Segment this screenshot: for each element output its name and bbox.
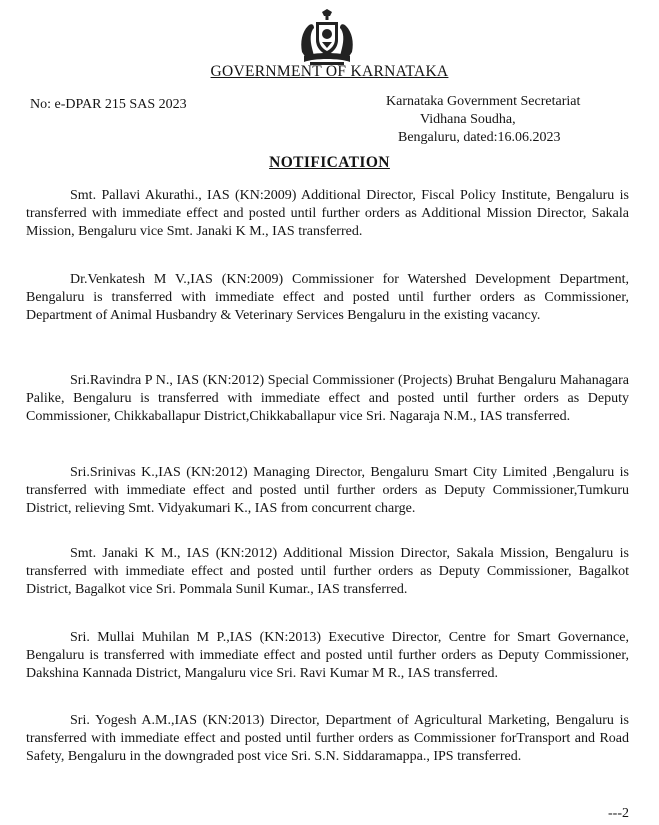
- transfer-paragraph: Sri.Ravindra P N., IAS (KN:2012) Special Commissioner (Projects) Bruhat Bengaluru Mahanagara Palike, Bengaluru is transferred with immediate effect and posted until further orders as Deputy Commissioner, Chikkaballapur District,Chikkaballapur vice Sri. Nagaraja N.M., IAS transferred.: [26, 373, 629, 425]
- address-line-1: Karnataka Government Secretariat: [386, 94, 581, 109]
- address-line-3-date: Bengaluru, dated:16.06.2023: [398, 130, 561, 145]
- transfer-paragraph: Sri. Mullai Muhilan M P.,IAS (KN:2013) Executive Director, Centre for Smart Governance, Bengaluru is transferred with immediate effect and posted until further orders as Deputy Commissioner, Dakshina Kannada District, Mangaluru vice Sri. Ravi Kumar M R., IAS transferred.: [26, 630, 629, 682]
- reference-number: No: e-DPAR 215 SAS 2023: [30, 97, 187, 112]
- transfer-paragraph: Dr.Venkatesh M V.,IAS (KN:2009) Commissioner for Watershed Development Department, Bengaluru is transferred with immediate effect and posted until further orders as Commissioner, Department of Animal Husbandry & Veterinary Services Bengaluru in the existing vacancy.: [26, 272, 629, 324]
- notification-heading: NOTIFICATION: [269, 154, 390, 171]
- transfer-paragraph: Sri.Srinivas K.,IAS (KN:2012) Managing Director, Bengaluru Smart City Limited ,Bengaluru is transferred with immediate effect and posted until further orders as Deputy Commissioner,Tumkuru District, relieving Smt. Vidyakumari K., IAS from concurrent charge.: [26, 465, 629, 517]
- transfer-paragraph: Smt. Janaki K M., IAS (KN:2012) Additional Mission Director, Sakala Mission, Bengaluru is transferred with immediate effect and posted until further orders as Deputy Commissioner, Bagalkot District, Bagalkot vice Sri. Pommala Sunil Kumar., IAS transferred.: [26, 546, 629, 598]
- transfer-paragraph: Sri. Yogesh A.M.,IAS (KN:2013) Director, Department of Agricultural Marketing, Bengaluru is transferred with immediate effect and posted until further orders as Commissioner forTransport and Road Safety, Bengaluru in the downgraded post vice Sri. S.N. Siddaramappa., IPS transferred.: [26, 713, 629, 765]
- office-address: [386, 93, 580, 147]
- transfer-paragraph: Smt. Pallavi Akurathi., IAS (KN:2009) Additional Director, Fiscal Policy Institute, Bengaluru is transferred with immediate effect and posted until further orders as Additional Mission Director, Sakala Mission, Bengaluru vice Smt. Janaki K M., IAS transferred.: [26, 188, 629, 240]
- page-continuation-marker: ---2: [608, 806, 629, 821]
- address-line-2: Vidhana Soudha,: [420, 112, 516, 127]
- government-title: GOVERNMENT OF KARNATAKA: [210, 63, 449, 80]
- karnataka-state-emblem-icon: [296, 8, 358, 66]
